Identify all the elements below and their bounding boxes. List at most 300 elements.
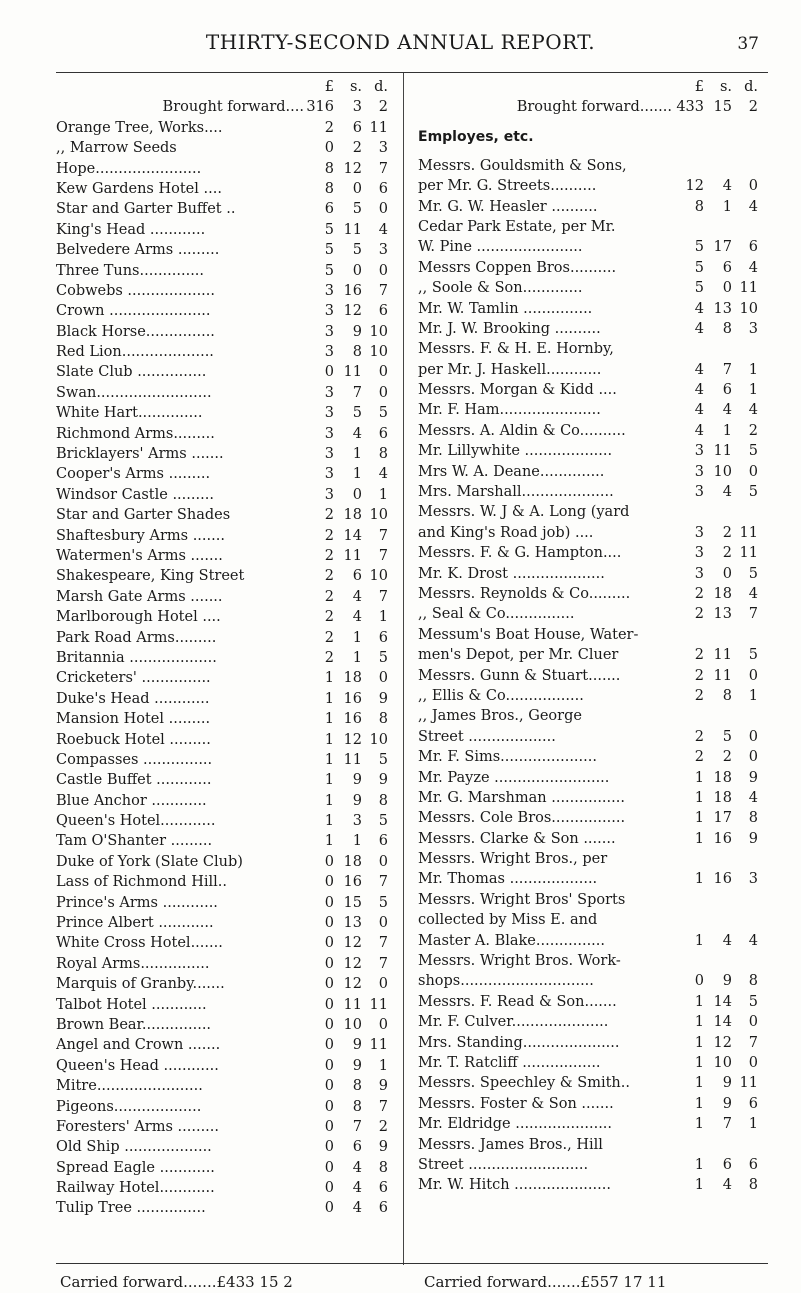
ledger-row	[56, 668, 396, 688]
ledger-row	[56, 383, 396, 403]
amount-shillings: 12	[343, 731, 362, 748]
entry-label: Mrs W. A. Deane..............	[418, 463, 605, 480]
amount-shillings: 5	[352, 405, 362, 422]
amount-pounds: 1	[324, 772, 334, 789]
amount-shillings: 8	[352, 344, 362, 361]
amount-pence: 10	[369, 507, 388, 524]
ledger-row	[418, 727, 768, 747]
page-number: 37	[737, 34, 759, 54]
amount-pounds: 1	[324, 792, 334, 809]
ledger-row	[418, 339, 768, 359]
pounds-unit: £	[694, 79, 704, 95]
entry-label: Messrs. James Bros., Hill	[418, 1136, 603, 1153]
amount-pounds: 1	[694, 769, 704, 786]
entry-label: Cobwebs ...................	[56, 282, 216, 299]
entry-label: Mrs. Marshall....................	[418, 484, 614, 501]
entry-label: Belvedere Arms .........	[56, 242, 220, 259]
amount-shillings: 15	[713, 99, 732, 116]
amount-pence: 6	[378, 425, 388, 442]
entry-label: Messrs. Gunn & Stuart.......	[418, 667, 621, 684]
amount-pounds: 4	[694, 300, 704, 317]
amount-shillings: 0	[352, 486, 362, 503]
ledger-row	[56, 1158, 396, 1178]
entry-label: Tulip Tree ...............	[56, 1200, 206, 1217]
entry-label: ,, Soole & Son.............	[418, 280, 583, 297]
amount-pence: 1	[748, 382, 758, 399]
amount-shillings: 4	[722, 178, 732, 195]
entry-label: Prince's Arms ............	[56, 894, 218, 911]
ledger-row	[56, 689, 396, 709]
amount-pounds: 2	[324, 629, 334, 646]
amount-shillings: 12	[343, 955, 362, 972]
amount-pence: 9	[748, 769, 758, 786]
ledger-row	[418, 1033, 768, 1053]
amount-pounds: 2	[324, 547, 334, 564]
amount-shillings: 11	[343, 547, 362, 564]
entry-label: Bricklayers' Arms .......	[56, 446, 224, 463]
amount-shillings: 11	[343, 364, 362, 381]
entry-label: collected by Miss E. and	[418, 912, 598, 929]
entry-label: Foresters' Arms .........	[56, 1118, 220, 1135]
entry-label: Mr. G. Marshman ................	[418, 789, 625, 806]
ledger-row	[418, 482, 768, 502]
amount-pounds: 2	[694, 647, 704, 664]
amount-pounds: 6	[324, 201, 334, 218]
brought-forward-label: Brought forward.......	[516, 99, 672, 116]
amount-shillings: 4	[722, 402, 732, 419]
ledger-row	[56, 281, 396, 301]
ledger-row	[56, 750, 396, 770]
amount-pounds: 5	[324, 242, 334, 259]
amount-pounds: 2	[324, 588, 334, 605]
amount-pounds: 2	[694, 728, 704, 745]
amount-shillings: 1	[352, 466, 362, 483]
amount-pence: 11	[739, 524, 758, 541]
amount-pounds: 1	[694, 1156, 704, 1173]
amount-pence: 10	[369, 731, 388, 748]
amount-pounds: 3	[324, 282, 334, 299]
entry-label: Star and Garter Buffet ..	[56, 201, 236, 218]
ledger-row	[418, 992, 768, 1012]
amount-pounds: 1	[324, 711, 334, 728]
entry-label: ,, Marrow Seeds	[56, 140, 177, 157]
amount-pounds: 5	[694, 239, 704, 256]
amount-pounds: 0	[324, 955, 334, 972]
entry-label: Spread Eagle ............	[56, 1159, 215, 1176]
entry-label: Messrs Coppen Bros..........	[418, 259, 617, 276]
ledger-row	[418, 971, 768, 991]
entry-label: Mr. Thomas ...................	[418, 871, 598, 888]
amount-pence: 5	[748, 647, 758, 664]
ledger-row	[418, 197, 768, 217]
amount-pence: 10	[369, 323, 388, 340]
ledger-row	[56, 159, 396, 179]
amount-pounds: 0	[324, 853, 334, 870]
ledger-row	[56, 831, 396, 851]
amount-shillings: 7	[352, 1118, 362, 1135]
amount-pounds: 3	[694, 565, 704, 582]
amount-pence: 2	[378, 99, 388, 116]
amount-pence: 11	[369, 119, 388, 136]
ledger-row	[418, 890, 768, 910]
amount-pence: 11	[369, 996, 388, 1013]
ledger-row	[418, 400, 768, 420]
amount-shillings: 16	[713, 830, 732, 847]
ledger-row	[56, 485, 396, 505]
amount-shillings: 9	[352, 772, 362, 789]
entry-label: per Mr. J. Haskell............	[418, 361, 602, 378]
entry-label: Messrs. Foster & Son .......	[418, 1095, 614, 1112]
ledger-row	[418, 1012, 768, 1032]
ledger-row	[418, 706, 768, 726]
ledger-row	[418, 543, 768, 563]
ledger-row	[56, 709, 396, 729]
amount-pence: 8	[378, 446, 388, 463]
amount-shillings: 4	[352, 588, 362, 605]
amount-shillings: 6	[722, 382, 732, 399]
amount-shillings: 6	[352, 119, 362, 136]
amount-pence: 7	[378, 588, 388, 605]
amount-shillings: 16	[713, 871, 732, 888]
entry-label: King's Head ............	[56, 221, 206, 238]
ledger-row	[56, 852, 396, 872]
bottom-rule	[56, 1263, 768, 1264]
ledger-row	[56, 220, 396, 240]
ledger-row	[56, 526, 396, 546]
amount-shillings: 13	[713, 300, 732, 317]
ledger-row	[418, 625, 768, 645]
ledger-row	[56, 403, 396, 423]
ledger-row	[418, 441, 768, 461]
amount-pounds: 5	[694, 280, 704, 297]
entry-label: Marquis of Granby.......	[56, 976, 225, 993]
amount-pounds: 433	[676, 99, 704, 116]
amount-pence: 2	[378, 1118, 388, 1135]
entry-label: Mr. F. Sims.....................	[418, 749, 597, 766]
amount-pence: 5	[378, 751, 388, 768]
entry-label: Orange Tree, Works....	[56, 119, 223, 136]
left-units-row	[56, 77, 396, 97]
ledger-row	[418, 1175, 768, 1195]
amount-pounds: 1	[694, 871, 704, 888]
amount-pounds: 1	[694, 932, 704, 949]
amount-pence: 8	[378, 792, 388, 809]
entry-label: Messrs. Wright Bros' Sports	[418, 891, 626, 908]
ledger-row	[418, 747, 768, 767]
ledger-row	[418, 258, 768, 278]
amount-shillings: 9	[722, 1075, 732, 1092]
amount-pounds: 1	[694, 1054, 704, 1071]
amount-pence: 1	[378, 609, 388, 626]
ledger-row	[418, 768, 768, 788]
amount-shillings: 14	[713, 993, 732, 1010]
entry-label: Red Lion....................	[56, 344, 214, 361]
pence-unit: d.	[374, 79, 388, 95]
amount-pence: 8	[378, 711, 388, 728]
amount-pounds: 2	[324, 609, 334, 626]
amount-pence: 5	[748, 993, 758, 1010]
amount-shillings: 9	[352, 1037, 362, 1054]
entry-label: Messrs. F. Read & Son.......	[418, 993, 617, 1010]
amount-shillings: 18	[713, 769, 732, 786]
column-divider	[403, 73, 404, 1265]
amount-pence: 7	[378, 935, 388, 952]
amount-pence: 0	[378, 1016, 388, 1033]
entry-label: Street ...................	[418, 728, 556, 745]
amount-pence: 11	[369, 1037, 388, 1054]
amount-pence: 6	[378, 180, 388, 197]
amount-pounds: 0	[324, 1016, 334, 1033]
amount-pounds: 1	[694, 1116, 704, 1133]
ledger-row	[56, 546, 396, 566]
amount-pence: 7	[378, 160, 388, 177]
ledger-row	[56, 770, 396, 790]
entry-label: Messrs. Gouldsmith & Sons,	[418, 157, 627, 174]
ledger-row	[56, 261, 396, 281]
entry-label: Cedar Park Estate, per Mr.	[418, 218, 616, 235]
amount-pence: 0	[748, 749, 758, 766]
entry-label: Marsh Gate Arms .......	[56, 588, 223, 605]
shillings-unit: s.	[349, 79, 362, 95]
amount-pence: 0	[378, 853, 388, 870]
amount-shillings: 12	[343, 303, 362, 320]
amount-pence: 0	[378, 384, 388, 401]
entry-label: Mr. F. Culver.....................	[418, 1014, 609, 1031]
amount-pence: 6	[748, 1095, 758, 1112]
entry-label: ,, Seal & Co...............	[418, 606, 575, 623]
ledger-row	[418, 1073, 768, 1093]
entry-label: Tam O'Shanter .........	[56, 833, 213, 850]
amount-shillings: 18	[343, 853, 362, 870]
ledger-row	[56, 362, 396, 382]
amount-shillings: 9	[352, 792, 362, 809]
ledger-row	[418, 217, 768, 237]
amount-shillings: 11	[713, 443, 732, 460]
amount-pounds: 8	[694, 198, 704, 215]
ledger-row	[56, 566, 396, 586]
amount-pence: 2	[748, 422, 758, 439]
amount-shillings: 2	[722, 524, 732, 541]
ledger-row	[418, 604, 768, 624]
amount-pence: 3	[748, 871, 758, 888]
amount-shillings: 0	[722, 565, 732, 582]
entry-label: Talbot Hotel ............	[56, 996, 207, 1013]
ledger-row	[56, 118, 396, 138]
amount-pounds: 1	[324, 833, 334, 850]
amount-pounds: 1	[324, 670, 334, 687]
amount-pence: 0	[748, 667, 758, 684]
amount-pence: 7	[378, 282, 388, 299]
ledger-row	[56, 1178, 396, 1198]
amount-shillings: 1	[352, 446, 362, 463]
entry-label: Mitre.......................	[56, 1078, 203, 1095]
entry-label: Messrs. Cole Bros................	[418, 810, 626, 827]
left-brought-forward	[56, 97, 396, 117]
entry-label: Three Tuns..............	[56, 262, 205, 279]
entry-label: Duke's Head ............	[56, 690, 210, 707]
right-carried-forward: Carried forward.......£557 17 11	[424, 1273, 667, 1291]
amount-pence: 11	[739, 1075, 758, 1092]
ledger-row	[418, 156, 768, 176]
amount-pounds: 0	[324, 874, 334, 891]
entry-label: ,, Ellis & Co.................	[418, 687, 584, 704]
amount-shillings: 16	[343, 690, 362, 707]
entry-label: shops.............................	[418, 973, 594, 990]
entry-label: Castle Buffet ............	[56, 772, 212, 789]
amount-shillings: 4	[352, 1159, 362, 1176]
amount-pence: 1	[748, 1116, 758, 1133]
entry-label: Messrs. Wright Bros. Work-	[418, 953, 621, 970]
amount-pounds: 3	[324, 466, 334, 483]
ledger-row	[56, 138, 396, 158]
amount-pence: 0	[378, 915, 388, 932]
amount-pounds: 3	[324, 425, 334, 442]
amount-pence: 10	[369, 344, 388, 361]
entry-label: Master A. Blake...............	[418, 932, 606, 949]
amount-pence: 1	[748, 687, 758, 704]
amount-shillings: 4	[722, 1177, 732, 1194]
entry-label: men's Depot, per Mr. Cluer	[418, 647, 619, 664]
ledger-row	[56, 811, 396, 831]
entry-label: Mr. Lillywhite ...................	[418, 443, 613, 460]
amount-pence: 0	[748, 1054, 758, 1071]
ledger-row	[56, 995, 396, 1015]
amount-shillings: 0	[352, 180, 362, 197]
amount-pounds: 0	[324, 996, 334, 1013]
amount-pounds: 3	[694, 443, 704, 460]
amount-shillings: 0	[352, 262, 362, 279]
amount-shillings: 1	[352, 629, 362, 646]
amount-pounds: 0	[324, 894, 334, 911]
ledger-row	[418, 176, 768, 196]
amount-shillings: 17	[713, 810, 732, 827]
amount-shillings: 1	[722, 422, 732, 439]
amount-pounds: 316	[306, 99, 334, 116]
amount-pence: 9	[378, 772, 388, 789]
amount-pence: 5	[378, 649, 388, 666]
amount-pence: 1	[748, 361, 758, 378]
amount-shillings: 9	[352, 323, 362, 340]
amount-pounds: 2	[324, 507, 334, 524]
entry-label: per Mr. G. Streets..........	[418, 178, 597, 195]
ledger-row	[418, 299, 768, 319]
ledger-row	[56, 913, 396, 933]
amount-shillings: 15	[343, 894, 362, 911]
entry-label: Blue Anchor ............	[56, 792, 207, 809]
ledger-row	[418, 278, 768, 298]
ledger-row	[56, 1015, 396, 1035]
amount-pence: 7	[378, 1098, 388, 1115]
ledger-row	[56, 648, 396, 668]
amount-pence: 7	[748, 1034, 758, 1051]
amount-pence: 5	[748, 443, 758, 460]
amount-pence: 9	[378, 1078, 388, 1095]
amount-pence: 9	[378, 690, 388, 707]
amount-pounds: 0	[324, 1098, 334, 1115]
amount-shillings: 4	[352, 1180, 362, 1197]
amount-shillings: 5	[352, 201, 362, 218]
amount-pounds: 0	[324, 1037, 334, 1054]
entry-label: Black Horse...............	[56, 323, 215, 340]
entry-label: Shaftesbury Arms .......	[56, 527, 225, 544]
amount-shillings: 13	[713, 606, 732, 623]
entry-label: Mr. J. W. Brooking ..........	[418, 320, 601, 337]
amount-pounds: 4	[694, 320, 704, 337]
ledger-row	[418, 829, 768, 849]
amount-pounds: 0	[324, 1057, 334, 1074]
page-header	[0, 30, 801, 54]
entry-label: Messrs. W. J & A. Long (yard	[418, 504, 630, 521]
amount-shillings: 17	[713, 239, 732, 256]
ledger-row	[56, 954, 396, 974]
ledger-row	[418, 237, 768, 257]
amount-pence: 8	[378, 1159, 388, 1176]
amount-shillings: 8	[352, 1098, 362, 1115]
ledger-row	[56, 893, 396, 913]
ledger-row	[418, 645, 768, 665]
ledger-row	[418, 564, 768, 584]
amount-pounds: 3	[324, 323, 334, 340]
ledger-row	[418, 910, 768, 930]
amount-shillings: 18	[343, 507, 362, 524]
ledger-row	[56, 872, 396, 892]
amount-pence: 1	[378, 1057, 388, 1074]
amount-shillings: 8	[722, 320, 732, 337]
amount-pence: 5	[748, 484, 758, 501]
amount-pounds: 5	[324, 262, 334, 279]
right-brought-forward	[418, 97, 768, 117]
amount-pence: 8	[748, 810, 758, 827]
amount-shillings: 3	[352, 813, 362, 830]
entry-label: Messum's Boat House, Water-	[418, 626, 639, 643]
amount-pence: 0	[378, 976, 388, 993]
ledger-row	[418, 421, 768, 441]
entry-label: Crown ......................	[56, 303, 211, 320]
amount-shillings: 5	[352, 242, 362, 259]
amount-shillings: 16	[343, 711, 362, 728]
amount-shillings: 9	[352, 1057, 362, 1074]
amount-pence: 3	[748, 320, 758, 337]
ledger-row	[56, 1198, 396, 1218]
amount-pounds: 2	[694, 687, 704, 704]
entry-label: Queen's Hotel............	[56, 813, 216, 830]
entry-label: Street ..........................	[418, 1156, 589, 1173]
amount-shillings: 10	[343, 1016, 362, 1033]
amount-pounds: 1	[324, 690, 334, 707]
amount-pounds: 1	[694, 830, 704, 847]
amount-shillings: 12	[343, 976, 362, 993]
amount-pounds: 3	[694, 524, 704, 541]
amount-shillings: 4	[352, 1200, 362, 1217]
amount-shillings: 4	[722, 484, 732, 501]
amount-pounds: 0	[324, 976, 334, 993]
amount-pounds: 0	[324, 364, 334, 381]
amount-pounds: 1	[694, 1034, 704, 1051]
ledger-row	[56, 179, 396, 199]
entry-label: Shakespeare, King Street	[56, 568, 245, 585]
amount-pence: 2	[748, 99, 758, 116]
amount-pence: 7	[378, 874, 388, 891]
amount-shillings: 3	[352, 99, 362, 116]
entry-label: Pigeons...................	[56, 1098, 202, 1115]
amount-pounds: 0	[324, 1118, 334, 1135]
entry-label: Windsor Castle .........	[56, 486, 214, 503]
amount-shillings: 2	[722, 545, 732, 562]
amount-pence: 10	[369, 568, 388, 585]
amount-shillings: 6	[352, 568, 362, 585]
ledger-row	[56, 301, 396, 321]
amount-pence: 5	[378, 813, 388, 830]
